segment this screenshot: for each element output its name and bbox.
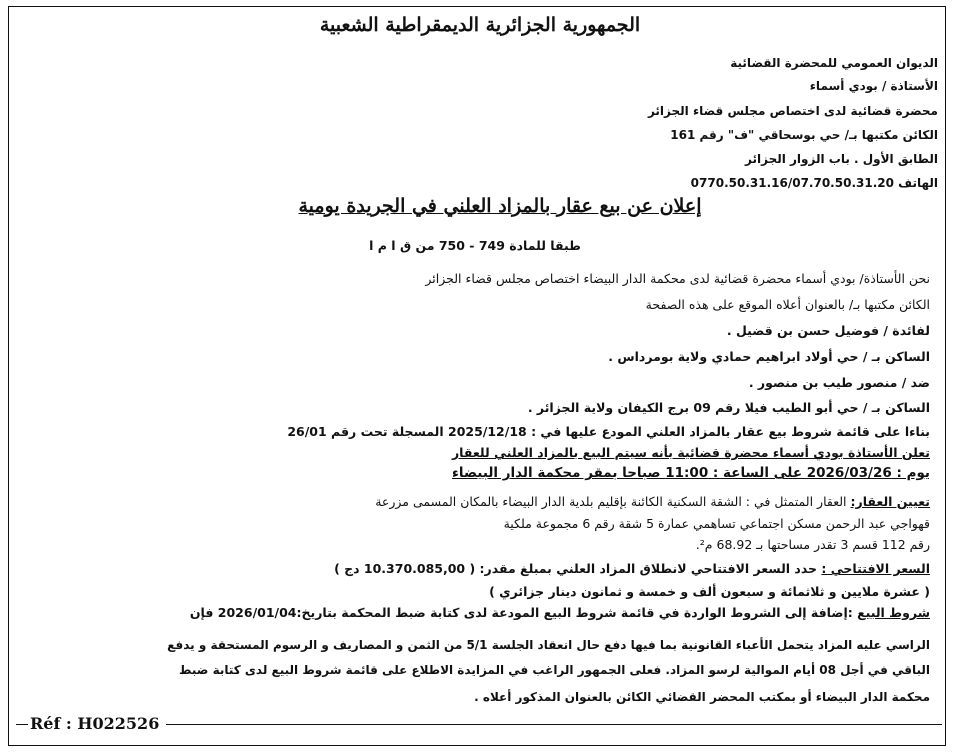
intro-line-2: الكائن مكتبها بـ/ بالعنوان أعلاه الموقع على هذه الصفحة (645, 297, 930, 312)
property-text-1: العقار المتمثل في : الشقة السكنية الكائنة بإقليم بلدية الدار البيضاء بالمكان المسمى مزرعة (375, 494, 847, 509)
office-line-1: الديوان العمومي للمحضرة القضائية (730, 56, 938, 70)
basis-line-1: بناءا على قائمة شروط بيع عقار بالمزاد العلني المودع عليها في : 2025/12/18 المسجلة تحت رقم 26/01 (287, 424, 930, 439)
office-line-4: الكائن مكتبها بـ/ حي بوسحاقي "ف" رقم 161 (670, 128, 938, 142)
defendant-line: ضد / منصور طيب بن منصور . (748, 375, 930, 390)
property-line-1 (18, 493, 930, 511)
auction-date-line: يوم : 2026/03/26 على الساعة : 11:00 صباحا بمقر محكمة الدار البيضاء (452, 465, 930, 481)
property-line-2: قهواجي عبد الرحمن مسكن اجتماعي تساهمي عمارة 5 شقة رقم 6 مجموعة ملكية (503, 516, 930, 531)
conditions-line-1 (18, 604, 930, 622)
reference-rule-right (166, 724, 942, 725)
price-text-1: حدد السعر الافتتاحي لانطلاق المزاد العلني بمبلغ مقدر: ( 10.370.085,00 دج ) (334, 561, 818, 576)
conditions-text-1: :إضافة إلى الشروط الواردة في قائمة شروط البيع المودعة لدى كتابة ضبط المحكمة بتاريخ:2026/01/04 فإن (189, 605, 853, 620)
property-line-3: رقم 112 قسم 3 تقدر مساحتها بـ 68.92 م². (695, 537, 930, 552)
property-label: تعيين العقار: (850, 494, 930, 509)
notice-subtitle: طبقا للمادة 749 - 750 من ق ا م ا (369, 238, 581, 253)
beneficiary-line: لفائدة / فوضيل حسن بن قضيل . (726, 323, 930, 338)
conditions-label: شروط البيع (857, 605, 930, 620)
reference-number: Réf : H022526 (30, 714, 160, 733)
office-line-5: الطابق الأول . باب الزوار الجزائر (745, 152, 938, 166)
republic-heading: الجمهورية الجزائرية الديمقراطية الشعبية (319, 14, 641, 36)
intro-line-1: نحن الأستاذة/ بودي أسماء محضرة قضائية لدى محكمة الدار البيضاء اختصاص مجلس قضاء الجزائر (425, 271, 930, 286)
office-line-3: محضرة قضائية لدى اختصاص مجلس قضاء الجزائر (647, 104, 938, 118)
conditions-line-4: محكمة الدار البيضاء أو بمكتب المحضر القضائي الكائن بالعنوان المذكور أعلاه . (474, 690, 930, 704)
price-label: السعر الافتتاحي : (821, 561, 930, 576)
defendant-address-line: الساكن بـ / حي أبو الطيب فيلا رقم 09 برج الكيفان ولاية الجزائر . (527, 400, 930, 415)
beneficiary-address-line: الساكن بـ / حي أولاد ابراهيم حمادي ولاية بومرداس . (608, 349, 930, 364)
price-words-line: ( عشرة ملايين و ثلاثمائة و سبعون ألف و خمسة و ثمانون دينار جزائري ) (489, 584, 930, 599)
notice-title: إعلان عن بيع عقار بالمزاد العلني في الجريدة يومية (298, 195, 702, 217)
conditions-line-3: الباقي في أجل 08 أيام الموالية لرسو المزاد. فعلى الجمهور الراغب في المزايدة الاطلاع على قائمة شروط البيع لدى كتابة ضبط (179, 663, 930, 677)
price-line-1 (18, 560, 930, 578)
conditions-line-2: الراسي عليه المزاد يتحمل الأعباء القانونية بما فيها دفع حال انعقاد الجلسة 5/1 من الثمن و المصاريف و الرسوم المستحقة و يدفع (167, 638, 930, 652)
office-phone: الهاتف 0770.50.31.16/07.70.50.31.20 (690, 176, 938, 190)
basis-line-2: تعلن الأستاذة بودي أسماء محضرة قضائية بأنه سيتم البيع بالمزاد العلني للعقار (451, 445, 930, 460)
office-line-2: الأستاذة / بودي أسماء (809, 79, 938, 93)
reference-rule-left (16, 724, 28, 725)
